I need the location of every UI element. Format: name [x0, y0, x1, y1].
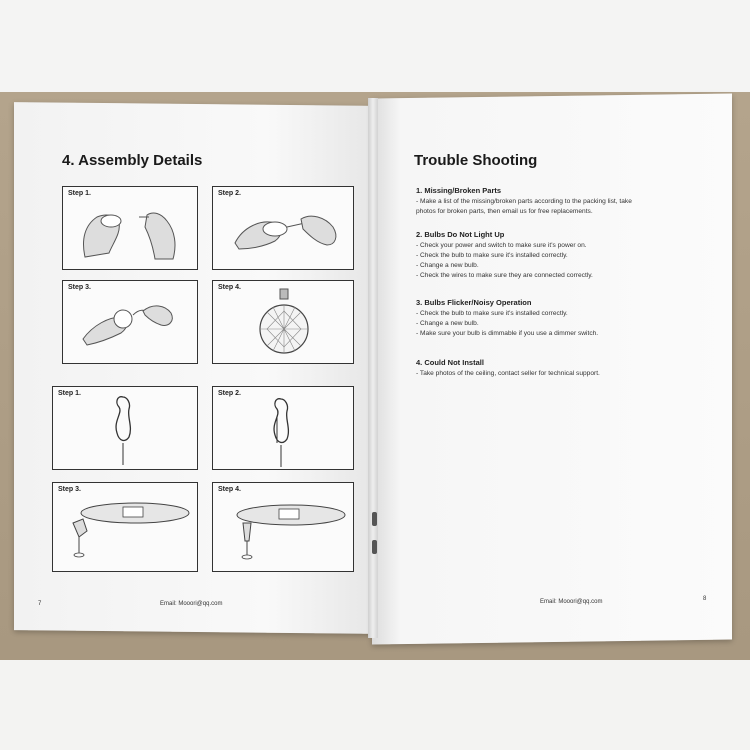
hands-twisting-bulb-icon	[213, 187, 355, 271]
step-label: Step 4.	[218, 486, 241, 493]
ts-section-title: 1. Missing/Broken Parts	[416, 186, 502, 195]
step-label: Step 3.	[58, 486, 81, 493]
assembly-title: 4. Assembly Details	[62, 152, 203, 169]
step-panel-top-4	[212, 280, 354, 364]
step-panel-bottom-2	[212, 386, 354, 470]
ts-section-title: 4. Could Not Install	[416, 358, 484, 367]
right-footer-email: Email: Mooori@qq.com	[540, 599, 603, 605]
trouble-shooting-title: Trouble Shooting	[414, 152, 538, 169]
staple-bottom	[372, 540, 377, 554]
step-label: Step 3.	[68, 284, 91, 291]
step-panel-top-1	[62, 186, 198, 270]
ts-line: - Make sure your bulb is dimmable if you use a dimmer switch.	[416, 330, 599, 337]
right-page-number: 8	[703, 596, 707, 602]
hook-threaded-wire-icon	[213, 387, 355, 471]
ceiling-canopy-screwed-icon	[213, 483, 355, 573]
ts-line: - Check your power and switch to make sure it's power on.	[416, 242, 587, 249]
ts-section-1	[416, 186, 716, 217]
ts-section-title: 3. Bulbs Flicker/Noisy Operation	[416, 298, 532, 307]
ts-line: - Check the wires to make sure they are connected correctly.	[416, 272, 593, 279]
staple-top	[372, 512, 377, 526]
ts-line: - Take photos of the ceiling, contact seller for technical support.	[416, 370, 600, 377]
ts-section-2	[416, 230, 716, 281]
step-label: Step 1.	[68, 190, 91, 197]
step-label: Step 4.	[218, 284, 241, 291]
ts-line: - Check the bulb to make sure it's installed correctly.	[416, 252, 568, 259]
ts-line: - Make a list of the missing/broken parts according to the packing list, take	[416, 198, 632, 205]
ceiling-canopy-icon	[53, 483, 199, 573]
step-panel-bottom-4	[212, 482, 354, 572]
ts-line: - Change a new bulb.	[416, 262, 479, 269]
step-panel-top-3	[62, 280, 198, 364]
ts-line: - Check the bulb to make sure it's installed correctly.	[416, 310, 568, 317]
ts-section-3	[416, 298, 716, 339]
left-footer-email: Email: Mooori@qq.com	[160, 601, 223, 607]
left-page-number: 7	[38, 601, 42, 607]
step-panel-bottom-1	[52, 386, 198, 470]
booklet-spine	[368, 98, 378, 638]
step-label: Step 2.	[218, 390, 241, 397]
ts-section-4	[416, 358, 716, 379]
ts-line: photos for broken parts, then email us for free replacements.	[416, 208, 593, 215]
step-panel-bottom-3	[52, 482, 198, 572]
crystal-ball-pendant-icon	[213, 281, 355, 365]
hook-with-wire-icon	[53, 387, 199, 471]
hands-holding-bulb-icon	[63, 187, 199, 271]
hand-attaching-crystal-icon	[63, 281, 199, 365]
ts-line: - Change a new bulb.	[416, 320, 479, 327]
step-label: Step 2.	[218, 190, 241, 197]
step-label: Step 1.	[58, 390, 81, 397]
ts-section-title: 2. Bulbs Do Not Light Up	[416, 230, 505, 239]
step-panel-top-2	[212, 186, 354, 270]
